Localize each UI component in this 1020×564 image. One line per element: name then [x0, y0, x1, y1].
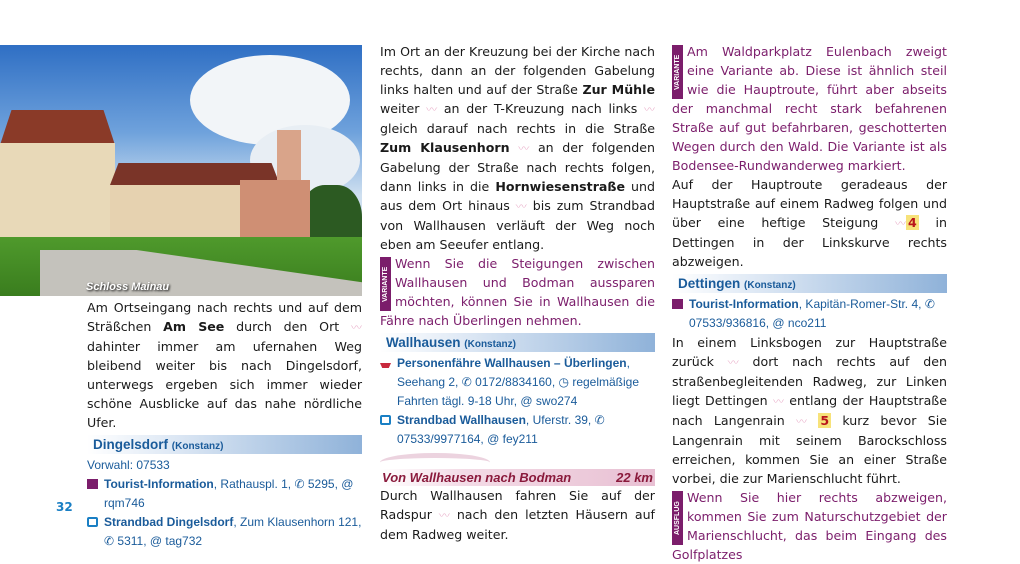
entry-details: , Zum Klausenhorn 121, ✆ 5311, @ tag732	[104, 515, 362, 548]
text-run: nach den letzten Häusern auf dem Radweg weiter.	[380, 507, 655, 542]
ferry-icon	[380, 358, 391, 368]
text-run	[510, 140, 519, 155]
text-run: Im Ort an der Kreuzung bei der Kirche nach rechts, dann an der folgenden Gabelung links halten und auf der Straße	[380, 44, 655, 97]
beach-icon	[380, 415, 391, 425]
heading-region: (Konstanz)	[171, 441, 224, 452]
photo-schloss-mainau	[0, 45, 362, 296]
text-run: In einem Linksbogen zur Hauptstraße zurück	[672, 335, 947, 369]
info-entry	[87, 475, 362, 513]
section-heading-dettingen	[672, 274, 947, 293]
text-run: weiter	[380, 101, 427, 116]
info-icon	[87, 479, 98, 489]
variante-text: Wenn Sie die Steigungen zwischen Wallhausen und Bodman aussparen möchten, können Sie in Wallhausen die Fähre nach Überlingen nehmen.	[380, 256, 655, 328]
heading-title: Dingelsdorf	[93, 437, 169, 452]
heading-region: (Konstanz)	[744, 280, 796, 291]
text-run: Auf der Hauptroute geradeaus der Hauptstraße auf einem Radweg folgen und über eine heftige Steigung	[672, 177, 947, 230]
text-run: dahinter immer am ufernahen Weg bleibend weiter bis nach Dingelsdorf, unterwegs ergeben sich immer wieder schöne Ausblicke auf das nahe nördliche Ufer.	[87, 339, 362, 430]
entry-name: Strandbad Dingelsdorf	[104, 515, 234, 529]
route-arrow-icon: 〰	[644, 103, 655, 116]
entry-details: , Kapitän-Romer-Str. 4, ✆ 07533/936816, @ nco211	[689, 297, 935, 330]
section-heading-wallhausen	[380, 333, 655, 352]
column-1	[87, 298, 362, 551]
route-arrow-icon: 〰	[727, 356, 739, 369]
route-arrow-icon: 〰	[426, 103, 438, 116]
route-arrow-icon: 〰	[350, 321, 362, 334]
text-run: Durch Wallhausen fahren Sie auf der Radspur	[380, 488, 655, 522]
vorwahl: Vorwahl: 07533	[87, 458, 170, 472]
variante-box	[672, 42, 947, 175]
info-entry	[380, 354, 655, 411]
text-run: in Dettingen in der Linkskurve rechts abzweigen.	[672, 215, 947, 269]
paragraph	[672, 333, 947, 488]
route-arrow-icon: 〰	[895, 217, 907, 230]
heading-region: (Konstanz)	[464, 339, 516, 350]
info-entry	[380, 411, 655, 449]
info-entry	[87, 513, 362, 551]
section-heading-dingelsdorf	[87, 435, 362, 454]
palace-wing	[0, 143, 115, 243]
entry-name: Tourist-Information	[104, 477, 214, 491]
route-arrow-icon: 〰	[772, 395, 784, 408]
variante-tag: VARIANTE	[674, 54, 681, 90]
ausflug-tag-box	[672, 491, 683, 545]
route-heading	[380, 469, 655, 486]
info-entry	[672, 295, 947, 333]
text-run: an der T-Kreuzung nach links	[437, 101, 644, 116]
street-name: Hornwiesenstraße	[495, 179, 626, 194]
entry-name: Tourist-Information	[689, 297, 799, 311]
variante-tag-box	[380, 257, 391, 311]
variante-box	[380, 254, 655, 330]
column-3	[672, 42, 947, 564]
text-run: gleich darauf nach rechts in die Straße	[380, 121, 655, 136]
route-distance: 22 km	[616, 470, 653, 485]
text-run: kurz bevor Sie Langenrain mit seinem Barockschloss erreichen, kommen Sie an einer Straße vorbei, die zur Marienschlucht führt.	[672, 413, 947, 486]
info-icon	[672, 299, 683, 309]
route-arrow-icon: 〰	[515, 200, 527, 213]
photo-caption: Schloss Mainau	[86, 281, 170, 293]
entry-details: , Uferstr. 39, ✆ 07533/9977164, @ fey211	[397, 413, 605, 446]
street-name: Am See	[163, 319, 225, 334]
entry-details: , Seehang 2, ✆ 0172/8834160, ◷ regelmäßige Fahrten tägl. 9-18 Uhr, @ swo274	[397, 356, 640, 408]
street-name: Zur Mühle	[582, 82, 656, 97]
text-run: Am Ortseingang nach rechts und auf dem Sträßchen	[87, 300, 362, 334]
route-title: Von Wallhausen nach Bodman	[382, 470, 572, 485]
heading-title: Dettingen	[678, 276, 741, 291]
heading-title: Wallhausen	[386, 335, 461, 350]
page-number: 32	[56, 500, 73, 514]
paragraph	[87, 298, 362, 432]
text-run: an der folgenden Gabelung der Straße nach rechts folgen, dann links in die	[380, 140, 655, 194]
street-name: Zum Klausenhorn	[380, 140, 510, 155]
waypoint-number: 5	[820, 413, 830, 428]
palace-roof	[0, 110, 115, 145]
ausflug-text: Wenn Sie hier rechts abzweigen, kommen Sie zum Naturschutzgebiet der Marienschlucht, das beim Eingang des Golfplatzes	[672, 490, 947, 562]
variante-tag-box	[672, 45, 683, 99]
text-run	[807, 413, 818, 428]
entry-name: Strandbad Wallhausen	[397, 413, 526, 427]
ausflug-tag: AUSFLUG	[674, 501, 681, 535]
column-2	[380, 42, 655, 544]
variante-text: Am Waldparkplatz Eulenbach zweigt eine Variante ab. Diese ist ähnlich steil wie die Hauptroute, führt aber abseits der manchmal recht stark befahrenen Straße auf gut befahrbaren, geschotterten Wegen durch den Wald. Die Variante ist als Bodensee-Rundwanderweg markiert.	[672, 44, 947, 173]
beach-icon	[87, 517, 98, 527]
ausflug-box	[672, 488, 947, 564]
route-arrow-icon: 〰	[796, 415, 808, 428]
entry-details: , Rathauspl. 1, ✆ 5295, @ rqm746	[104, 477, 354, 510]
paragraph	[380, 42, 655, 254]
entry-name: Personenfähre Wallhausen – Überlingen	[397, 356, 627, 370]
waypoint-number: 4	[908, 215, 917, 230]
paragraph	[672, 175, 947, 271]
route-arrow-icon: 〰	[438, 509, 450, 522]
text-run: bis zum Strandbad von Wallhausen verläuft der Weg noch eben am Seeufer entlang.	[380, 198, 655, 252]
church	[240, 180, 310, 240]
route-arrow-icon: 〰	[518, 142, 530, 155]
paragraph	[380, 486, 655, 544]
variante-tag: VARIANTE	[382, 266, 389, 302]
text-run: dort nach rechts auf den straßenbegleitenden Radweg, zur Linken liegt Dettingen	[672, 354, 947, 408]
text-run: und aus dem Ort hinaus	[380, 179, 655, 213]
text-run: durch den Ort	[224, 319, 351, 334]
text-run: entlang der Hauptstraße nach Langenrain	[672, 393, 947, 428]
